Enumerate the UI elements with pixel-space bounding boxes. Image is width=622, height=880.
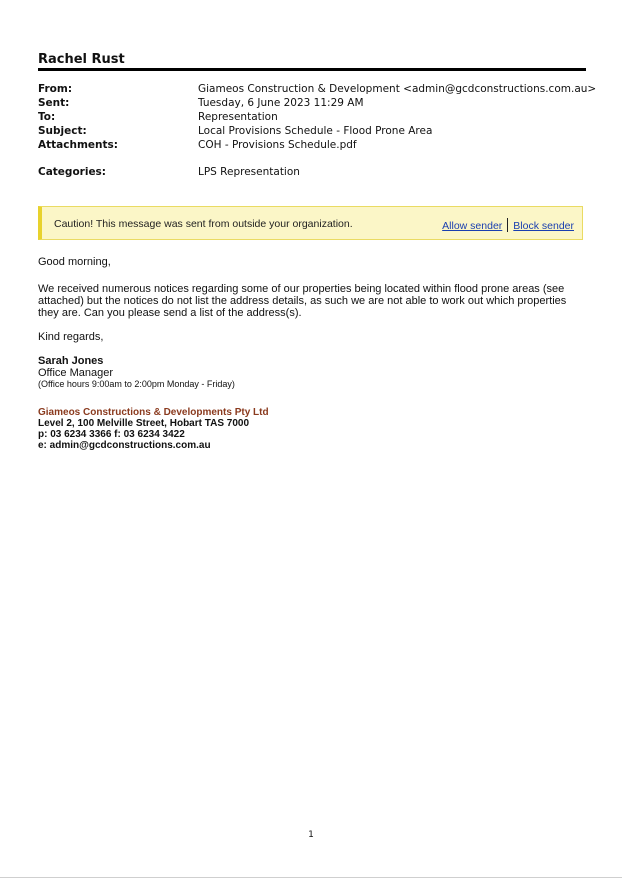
signature-hours: (Office hours 9:00am to 2:00pm Monday - Friday) [38,379,235,389]
company-details [38,407,583,451]
block-sender-link[interactable]: Block sender [513,220,574,232]
company-email: e: admin@gcdconstructions.com.au [38,440,211,451]
email-header [38,82,597,179]
categories-label: Categories: [38,166,107,178]
sent-row [38,96,586,110]
signature-name: Sarah Jones [38,355,104,367]
sent-label: Sent: [38,97,70,109]
external-sender-warning-banner [38,206,583,240]
company-address: Level 2, 100 Melville Street, Hobart TAS 7000 [38,418,250,429]
subject-row [38,124,586,138]
attachments-label: Attachments: [38,139,118,151]
from-row [38,82,597,96]
sender-actions [442,218,574,232]
warning-message: Caution! This message was sent from outside your organization. [54,218,353,230]
allow-sender-link[interactable]: Allow sender [442,220,503,232]
to-label: To: [38,111,56,123]
email-body [38,256,583,451]
greeting: Good morning, [38,256,111,268]
subject-value: Local Provisions Schedule - Flood Prone Area [198,125,433,137]
from-label: From: [38,83,73,95]
page-bottom-border [0,877,622,878]
attachments-row [38,138,586,152]
body-paragraph: We received numerous notices regarding some of our properties being located within flood prone areas (see attached) but the notices do not list the address details, as such we are not able to work out which properties they are. Can you please send a list of the address(s). [38,283,567,319]
mailbox-owner-name: Rachel Rust [38,52,125,67]
page-number: 1 [308,830,314,840]
signature-title: Office Manager [38,367,114,379]
subject-label: Subject: [38,125,87,137]
to-value: Representation [198,111,278,123]
from-value: Giameos Construction & Development <admin@gcdconstructions.com.au> [198,83,597,95]
sent-value: Tuesday, 6 June 2023 11:29 AM [198,97,364,109]
closing: Kind regards, [38,331,104,343]
to-row [38,110,586,124]
company-name: Giameos Constructions & Developments Pty Ltd [38,407,269,418]
link-separator [507,218,508,232]
categories-value: LPS Representation [198,166,300,178]
signature-block [38,355,583,451]
attachments-value: COH - Provisions Schedule.pdf [198,139,357,151]
categories-row [38,165,586,179]
header-divider [38,68,586,71]
company-phone: p: 03 6234 3366 f: 03 6234 3422 [38,429,185,440]
